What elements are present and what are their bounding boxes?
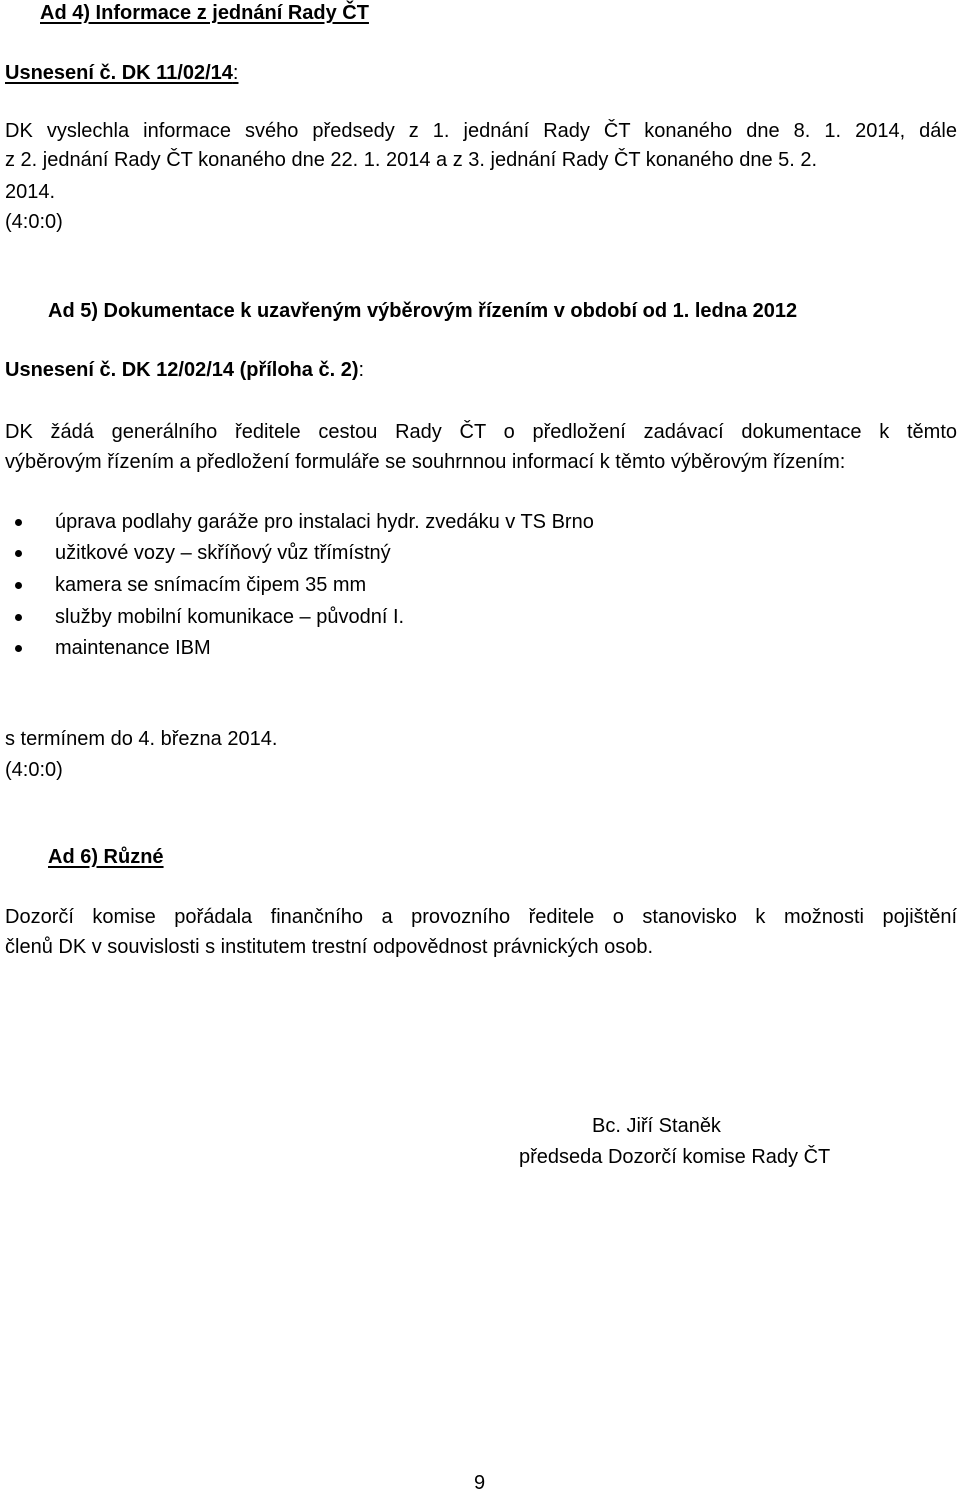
section6-text-line1: Dozorčí komise pořádala finančního a provozního ředitele o stanovisko k možnosti pojištění [5,906,957,928]
signature-name: Bc. Jiří Staněk [592,1115,721,1137]
section4-text-line2: z 2. jednání Rady ČT konaného dne 22. 1. 2014 a z 3. jednání Rady ČT konaného dne 5. 2. [5,149,818,171]
bullet-icon [15,519,22,526]
section5-resolution-colon: : [358,359,365,381]
list-item: maintenance IBM [55,637,211,659]
list-item: užitkové vozy – skříňový vůz třímístný [55,542,391,564]
section6-text-line2: členů DK v souvislosti s institutem trestní odpovědnost právnických osob. [5,936,654,958]
section5-deadline: s termínem do 4. března 2014. [5,728,278,750]
section5-heading: Ad 5) Dokumentace k uzavřeným výběrovým řízením v období od 1. ledna 2012 [48,300,798,322]
page-number: 9 [474,1472,486,1494]
section5-text-line2: výběrovým řízením a předložení formuláře se souhrnnou informací k těmto výběrovým řízením: [5,451,846,473]
section5-resolution-number: Usnesení č. DK 12/02/14 (příloha č. 2) [5,359,359,381]
section5-text-line1: DK žádá generálního ředitele cestou Rady ČT o předložení zadávací dokumentace k těmto [5,421,957,443]
list-item: kamera se snímacím čipem 35 mm [55,574,367,596]
section4-heading: Ad 4) Informace z jednání Rady ČT [40,2,369,24]
section5-vote: (4:0:0) [5,759,63,781]
signature-role: předseda Dozorčí komise Rady ČT [519,1146,831,1168]
section4-resolution [5,62,238,85]
bullet-icon [15,582,22,589]
section5-resolution [5,359,364,382]
bullet-icon [15,614,22,621]
list-item: úprava podlahy garáže pro instalaci hydr. zvedáku v TS Brno [55,511,594,533]
section6-heading: Ad 6) Různé [48,846,164,868]
section4-resolution-colon: : [232,62,239,84]
bullet-icon [15,550,22,557]
section4-text-line3: 2014. [5,181,56,203]
list-item: služby mobilní komunikace – původní I. [55,606,405,628]
section4-text-line1: DK vyslechla informace svého předsedy z 1. jednání Rady ČT konaného dne 8. 1. 2014, dále [5,120,957,142]
section4-resolution-number: Usnesení č. DK 11/02/14 [5,62,233,84]
bullet-icon [15,645,22,652]
section4-vote: (4:0:0) [5,211,63,233]
